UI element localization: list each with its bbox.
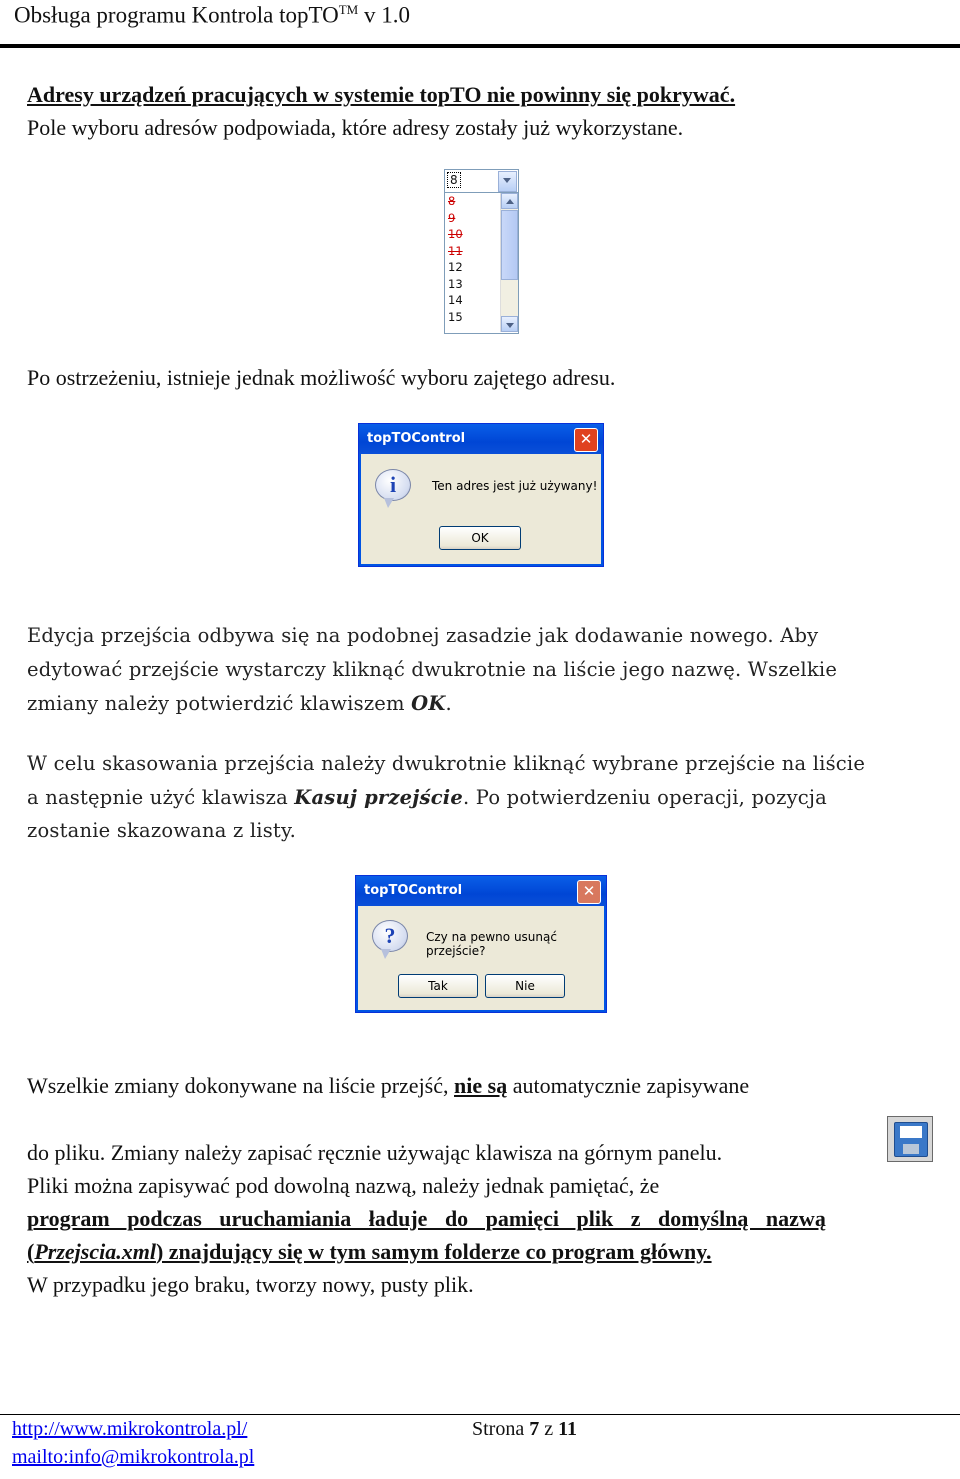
floppy-icon [894, 1122, 928, 1157]
question-glyph: ? [384, 923, 396, 948]
header-rule [0, 44, 960, 48]
footer-mail[interactable] [12, 1446, 254, 1469]
page-prefix: Strona [472, 1418, 530, 1440]
not-emphasis: nie są [454, 1073, 508, 1098]
floppy-shutter [903, 1144, 919, 1154]
dropdown-scrollbar[interactable] [500, 193, 518, 332]
page-number [472, 1418, 577, 1441]
question-icon [372, 920, 408, 952]
after-warning-text: Po ostrzeżeniu, istnieje jednak możliwość wyboru zajętego adresu. [27, 365, 616, 390]
website-link[interactable]: http://www.mikrokontrola.pl/ [12, 1418, 248, 1440]
no-button[interactable]: Nie [485, 974, 565, 998]
dialog-message: Czy na pewno usunąć przejście? [426, 930, 557, 958]
scroll-down-button[interactable] [501, 316, 518, 332]
edit-para-line3 [27, 689, 452, 719]
yes-button[interactable]: Tak [398, 974, 478, 998]
email-link[interactable]: mailto:info@mikrokontrola.pl [12, 1446, 255, 1468]
page-current: 7 [529, 1418, 540, 1440]
chevron-down-icon [506, 323, 514, 328]
page-total: 11 [558, 1418, 578, 1440]
paren-open: ( [27, 1239, 35, 1264]
dropdown-option[interactable]: 13 [448, 276, 463, 291]
dropdown-option[interactable]: 9 [448, 210, 456, 225]
footer-rule [0, 1414, 960, 1415]
default-filename: Przejscia.xml [34, 1239, 156, 1264]
floppy-label [900, 1126, 922, 1138]
save-para-line1-text: Wszelkie zmiany dokonywane na liście przejść, [27, 1073, 455, 1098]
ok-button[interactable]: OK [439, 526, 521, 550]
delete-para-line1: W celu skasowania przejścia należy dwukrotnie kliknąć wybrane przejście na liście [27, 752, 866, 775]
info-icon [375, 469, 411, 501]
dropdown-option-list [445, 193, 500, 325]
delete-keyword: Kasuj przejście [294, 786, 463, 809]
dropdown-selected-value: 8 [447, 172, 461, 188]
page-of: z [539, 1418, 559, 1440]
save-para-line5-text: ) znajdujący się w tym samym folderze co program główny. [155, 1239, 712, 1264]
dialog-title: topTOControl [359, 424, 603, 454]
dialog-title: topTOControl [356, 876, 606, 906]
save-para-line1 [27, 1069, 749, 1102]
dropdown-current[interactable] [445, 170, 518, 193]
dropdown-option[interactable]: 12 [448, 260, 463, 274]
ok-keyword: OK [411, 692, 446, 715]
edit-para-line2: edytować przejście wystarczy kliknąć dwukrotnie na liście jego nazwę. Wszelkie [27, 658, 838, 681]
save-para-line6: W przypadku jego braku, tworzy nowy, pusty plik. [27, 1272, 474, 1297]
close-icon[interactable]: ✕ [574, 428, 598, 452]
dropdown-option[interactable]: 11 [448, 243, 463, 258]
dropdown-toggle-button[interactable] [498, 171, 517, 192]
trademark-mark: TM [338, 2, 359, 17]
warning-text: Adresy urządzeń pracujących w systemie topTO nie powinny się pokrywać. [27, 82, 736, 107]
address-dropdown[interactable] [444, 169, 519, 334]
dialog-message: Ten adres jest już używany! [432, 479, 598, 493]
delete-para-line2 [27, 783, 827, 813]
chevron-up-icon [506, 199, 514, 204]
edit-para-line1: Edycja przejścia odbywa się na podobnej zasadzie jak dodawanie nowego. Aby [27, 624, 819, 647]
address-used-dialog [358, 423, 604, 567]
save-para-line5 [27, 1235, 712, 1268]
info-glyph: i [389, 472, 397, 497]
edit-para-line3-text: zmiany należy potwierdzić klawiszem [27, 692, 412, 715]
dropdown-option[interactable]: 15 [448, 309, 463, 324]
delete-para-line3: zostanie skazowana z listy. [27, 819, 296, 842]
scroll-up-button[interactable] [501, 193, 518, 209]
hint-text: Pole wyboru adresów podpowiada, które adresy zostały już wykorzystane. [27, 115, 684, 140]
delete-para-line2-text: a następnie użyć klawisza [27, 786, 295, 809]
footer-url[interactable] [12, 1418, 247, 1441]
edit-para-line3-end: . [445, 692, 452, 715]
close-icon[interactable]: ✕ [577, 880, 601, 904]
scroll-thumb[interactable] [501, 210, 518, 280]
save-icon [887, 1116, 933, 1162]
dropdown-option[interactable]: 14 [448, 293, 463, 307]
save-para-line1-end: automatycznie zapisywane [507, 1073, 750, 1098]
chevron-down-icon [503, 178, 511, 183]
header-title-text: Obsługa programu Kontrola topTO [14, 2, 339, 28]
save-para-line3: Pliki można zapisywać pod dowolną nazwą, należy jednak pamiętać, że [27, 1173, 660, 1198]
dropdown-option[interactable]: 10 [448, 227, 463, 241]
save-para-line2: do pliku. Zmiany należy zapisać ręcznie używając klawisza na górnym panelu. [27, 1140, 723, 1165]
header-version: v 1.0 [363, 2, 410, 28]
save-para-line4: program podczas uruchamiania ładuje do pamięci plik z domyślną nazwą [27, 1206, 826, 1231]
dropdown-option[interactable]: 8 [448, 194, 456, 208]
page-header-title [14, 2, 410, 29]
delete-para-line2-end: . Po potwierdzeniu operacji, pozycja [463, 786, 827, 809]
delete-confirm-dialog [355, 875, 607, 1013]
